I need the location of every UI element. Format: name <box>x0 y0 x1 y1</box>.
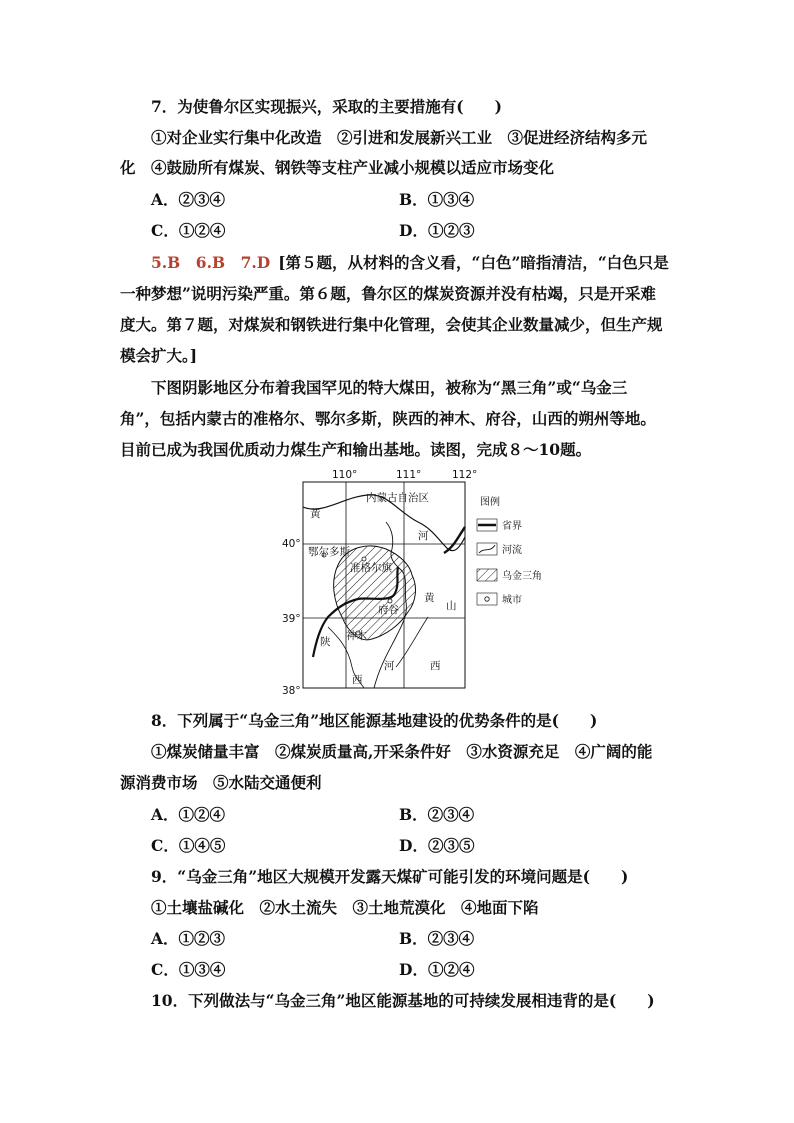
answer-line2: 一种梦想”说明污染严重。第６题，鲁尔区的煤炭资源并没有枯竭，只是开采难 <box>120 284 656 303</box>
legend-river-label: 河流 <box>502 545 522 556</box>
label-inner-mongolia: 内蒙古自治区 <box>366 492 429 504</box>
answer-explanation-1: [第５题，从材料的含义看，“白色”暗指清洁，“白色只是 <box>278 253 669 272</box>
label-huang-2: 黄 <box>424 592 435 604</box>
lat-label-39: 39° <box>282 613 301 625</box>
q9-choice-b: B．②③④ <box>399 929 475 948</box>
label-shan: 山 <box>446 600 457 612</box>
label-xi-1: 西 <box>430 660 441 672</box>
label-shaan: 陕 <box>320 636 331 648</box>
q7-stem: 7．为使鲁尔区实现振兴，采取的主要措施有( ) <box>151 97 502 116</box>
intro-line1: 下图阴影地区分布着我国罕见的特大煤田，被称为“黑三角”或“乌金三 <box>151 378 628 397</box>
label-xi-2: 西 <box>352 674 363 686</box>
legend-title: 图例 <box>480 497 500 508</box>
lon-label-111: 111° <box>396 469 422 481</box>
intro-line2: 角”，包括内蒙古的准格尔、鄂尔多斯，陕西的神木、府谷，山西的朔州等地。 <box>120 409 656 428</box>
legend-boundary-label: 省界 <box>502 521 522 532</box>
label-he-2: 河 <box>384 660 395 672</box>
lon-label-110: 110° <box>332 469 358 481</box>
label-he-1: 河 <box>418 530 429 542</box>
q7-choice-b: B．①③④ <box>399 190 475 209</box>
q10-stem: 10．下列做法与“乌金三角”地区能源基地的可持续发展相违背的是( ) <box>151 991 655 1010</box>
answer-line4: 模会扩大。] <box>120 346 198 365</box>
label-ordos: 鄂尔多斯 <box>308 546 350 558</box>
label-fugu: 府谷 <box>378 604 399 616</box>
q8-options-line2: 源消费市场 ⑤水陆交通便利 <box>120 773 322 792</box>
q7-choice-c: C．①②④ <box>151 221 226 240</box>
legend-city-label: 城市 <box>502 595 522 606</box>
legend-river-swatch <box>479 545 495 553</box>
legend-coal-label: 乌金三角 <box>502 571 542 582</box>
q7-choice-d: D．①②③ <box>399 221 475 240</box>
lat-label-40: 40° <box>282 538 301 550</box>
label-huang-1: 黄 <box>310 508 321 520</box>
q8-stem: 8．下列属于“乌金三角”地区能源基地建设的优势条件的是( ) <box>151 711 598 730</box>
legend-city-swatch <box>485 597 489 601</box>
answer-line1 <box>151 253 669 273</box>
answer-line3: 度大。第７题，对煤炭和钢铁进行集中化管理，会使其企业数量减少，但生产规 <box>120 315 663 334</box>
coal-triangle-map <box>268 467 548 699</box>
q8-options-line1: ①煤炭储量丰富 ②煤炭质量高,开采条件好 ③水资源充足 ④广阔的能 <box>151 742 653 761</box>
q8-choice-d: D．②③⑤ <box>399 836 475 855</box>
label-zhungeer: 准格尔旗 <box>350 562 392 574</box>
coal-triangle-area <box>334 546 416 640</box>
lat-label-38: 38° <box>282 685 301 697</box>
q9-choice-c: C．①③④ <box>151 960 226 979</box>
boundary-thick-ne <box>444 527 465 553</box>
city-zhungeer <box>362 557 366 561</box>
legend-coal-swatch <box>477 569 497 581</box>
q7-options-line2: 化 ④鼓励所有煤炭、钢铁等支柱产业减小规模以适应市场变化 <box>120 158 555 177</box>
lon-label-112: 112° <box>452 469 478 481</box>
q8-choice-b: B．②③④ <box>399 805 475 824</box>
q8-choice-c: C．①④⑤ <box>151 836 226 855</box>
q9-choice-d: D．①②④ <box>399 960 475 979</box>
q7-options-line1: ①对企业实行集中化改造 ②引进和发展新兴工业 ③促进经济结构多元 <box>151 128 648 147</box>
label-shenmu: 神木 <box>346 630 367 642</box>
answer-keys: 5.B 6.B 7.D <box>151 253 271 272</box>
q9-stem: 9．“乌金三角”地区大规模开发露天煤矿可能引发的环境问题是( ) <box>151 867 629 886</box>
river-east <box>396 617 428 667</box>
q7-choice-a: A．②③④ <box>151 190 226 209</box>
city-fugu <box>388 599 392 603</box>
q9-options-line1: ①土壤盐碱化 ②水土流失 ③土地荒漠化 ④地面下陷 <box>151 898 539 917</box>
q8-choice-a: A．①②④ <box>151 805 226 824</box>
q9-choice-a: A．①②③ <box>151 929 226 948</box>
intro-line3: 目前已成为我国优质动力煤生产和输出基地。读图，完成８～10题。 <box>120 440 592 459</box>
